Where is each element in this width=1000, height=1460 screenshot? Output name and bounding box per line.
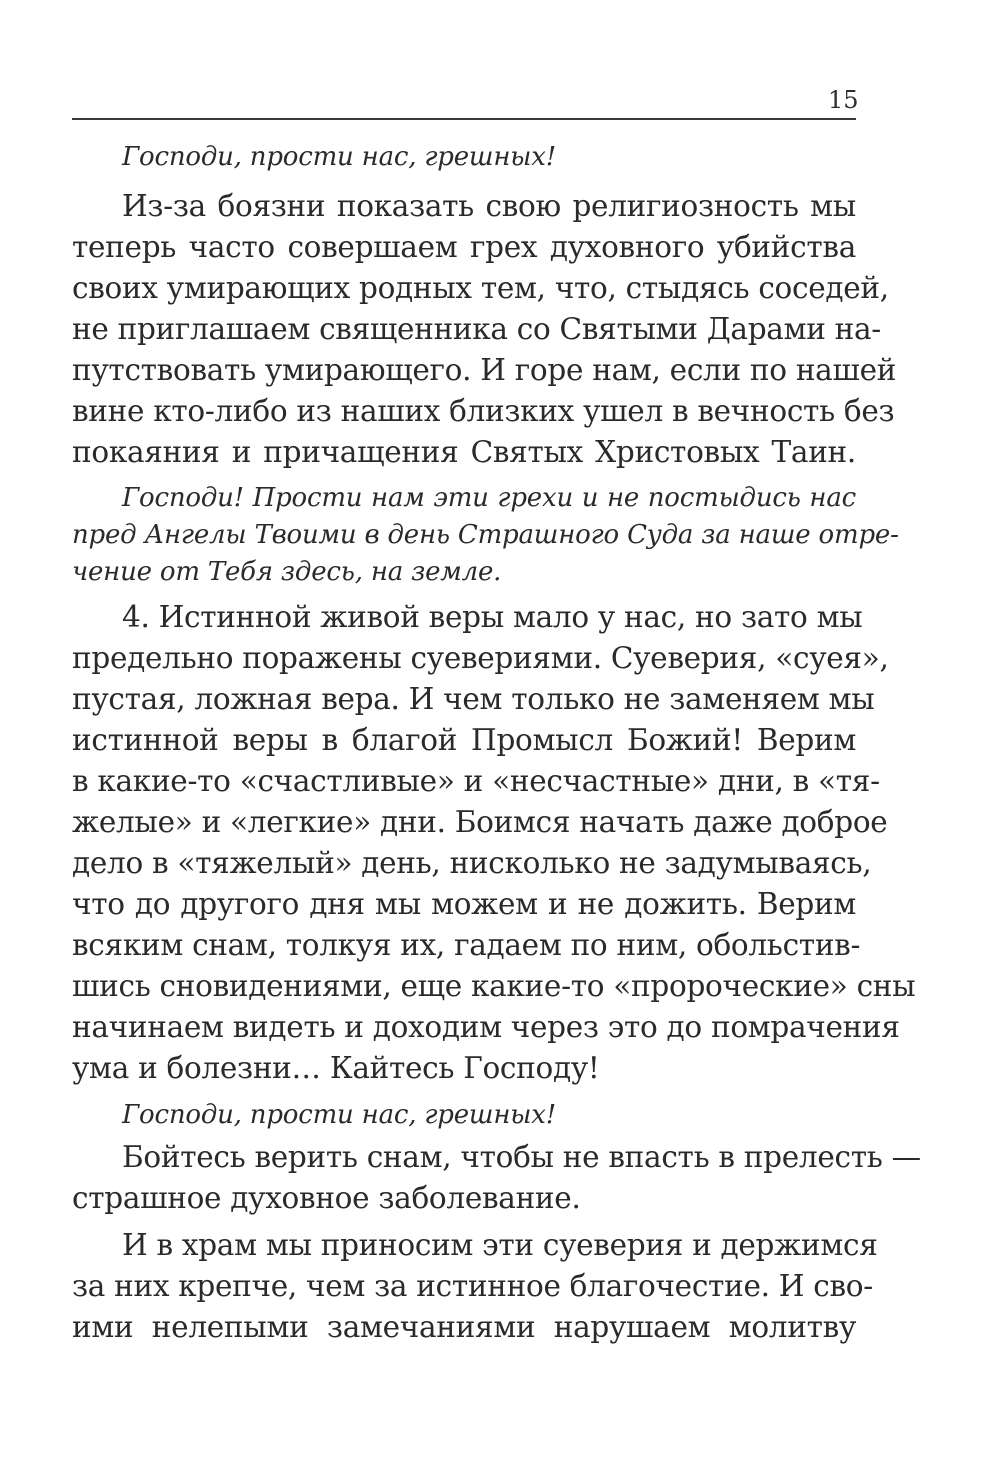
paragraph-line: в какие-то «счастливые» и «несчастные» дни, в «тя- xyxy=(72,764,880,798)
paragraph-line: И в храм мы приносим эти суеверия и держимся xyxy=(122,1228,878,1262)
paragraph-line: предельно поражены суевериями. Суеверия, «суея», xyxy=(72,641,889,675)
paragraph-line: 4. Истинной живой веры мало у нас, но зато мы xyxy=(122,600,863,634)
paragraph-line: теперь часто совершаем грех духовного убийства xyxy=(72,230,856,264)
paragraph-line: желые» и «легкие» дни. Боимся начать даже доброе xyxy=(72,805,888,839)
paragraph-line: Бойтесь верить снам, чтобы не впасть в прелесть — xyxy=(122,1140,921,1174)
paragraph-line: не приглашаем священника со Святыми Дарами на- xyxy=(72,312,881,346)
paragraph-line: страшное духовное заболевание. xyxy=(72,1181,581,1215)
paragraph-line: покаяния и причащения Святых Христовых Таин. xyxy=(72,435,856,469)
prayer-line: пред Ангелы Твоими в день Страшного Суда за наше отре- xyxy=(72,520,899,550)
paragraph-line: пустая, ложная вера. И чем только не заменяем мы xyxy=(72,682,875,716)
prayer-line: Господи! Прости нам эти грехи и не постыдись нас xyxy=(122,483,856,513)
prayer-line: Господи, прости нас, грешных! xyxy=(122,1100,556,1130)
paragraph-line: всяким снам, толкуя их, гадаем по ним, обольстив- xyxy=(72,928,861,962)
paragraph-line: шись сновидениями, еще какие-то «пророческие» сны xyxy=(72,969,916,1003)
prayer-line: чение от Тебя здесь, на земле. xyxy=(72,557,502,587)
paragraph-line: ума и болезни… Кайтесь Господу! xyxy=(72,1051,600,1085)
paragraph-line: Из-за боязни показать свою религиозность мы xyxy=(122,189,856,223)
header-rule xyxy=(72,118,856,120)
page-number: 15 xyxy=(828,86,859,114)
paragraph-line: ими нелепыми замечаниями нарушаем молитву xyxy=(72,1310,856,1344)
paragraph-line: за них крепче, чем за истинное благочестие. И сво- xyxy=(72,1269,873,1303)
paragraph-line: путствовать умирающего. И горе нам, если по нашей xyxy=(72,353,897,387)
paragraph-line: вине кто-либо из наших близких ушел в вечность без xyxy=(72,394,895,428)
paragraph-line: начинаем видеть и доходим через это до помрачения xyxy=(72,1010,900,1044)
paragraph-line: своих умирающих родных тем, что, стыдясь соседей, xyxy=(72,271,889,305)
prayer-line: Господи, прости нас, грешных! xyxy=(122,142,556,172)
paragraph-line: истинной веры в благой Промысл Божий! Верим xyxy=(72,723,856,757)
paragraph-line: дело в «тяжелый» день, нисколько не задумываясь, xyxy=(72,846,872,880)
paragraph-line: что до другого дня мы можем и не дожить. Верим xyxy=(72,887,856,921)
